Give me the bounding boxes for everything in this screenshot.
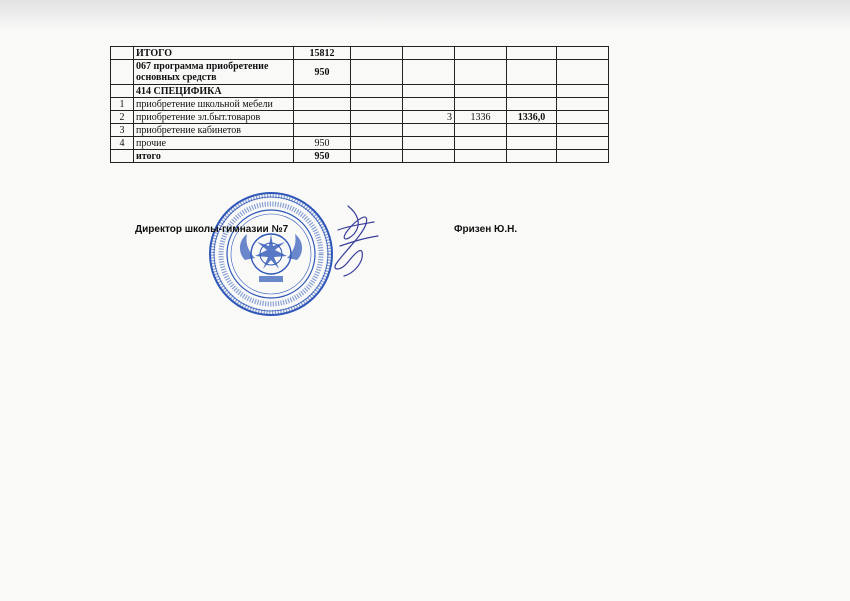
row-number: 3 (111, 124, 134, 137)
row-number: 2 (111, 111, 134, 124)
table-row (111, 150, 609, 163)
row-cell (403, 124, 455, 137)
row-price: 1336 (455, 111, 507, 124)
row-cell (403, 85, 455, 98)
row-name: приобретение школьной мебели (134, 98, 294, 111)
row-name: прочие (134, 137, 294, 150)
table-row (111, 111, 609, 124)
table-row (111, 47, 609, 60)
table-row (111, 60, 609, 85)
table-row (111, 137, 609, 150)
budget-table (110, 46, 609, 163)
row-cell (351, 137, 403, 150)
row-cell (351, 85, 403, 98)
row-cell (507, 85, 557, 98)
row-quantity: 3 (403, 111, 455, 124)
row-amount: 15812 (294, 47, 351, 60)
table-row (111, 98, 609, 111)
row-cell (403, 60, 455, 85)
row-amount (294, 85, 351, 98)
row-cell (507, 137, 557, 150)
row-cell (557, 60, 609, 85)
row-cell (403, 137, 455, 150)
row-cell (455, 60, 507, 85)
row-cell (403, 98, 455, 111)
row-cell (351, 98, 403, 111)
official-stamp (207, 190, 335, 318)
row-cell (557, 150, 609, 163)
row-number (111, 60, 134, 85)
table-row (111, 85, 609, 98)
row-amount (294, 111, 351, 124)
row-cell (455, 137, 507, 150)
row-cell (351, 60, 403, 85)
row-cell (557, 98, 609, 111)
row-number (111, 150, 134, 163)
row-cell (507, 47, 557, 60)
director-name: Фризен Ю.Н. (454, 224, 518, 235)
row-cell (351, 150, 403, 163)
row-cell (403, 47, 455, 60)
table-row (111, 124, 609, 137)
row-amount (294, 124, 351, 137)
row-amount: 950 (294, 137, 351, 150)
row-cell (507, 124, 557, 137)
row-cell (351, 111, 403, 124)
row-number (111, 47, 134, 60)
row-cell (557, 111, 609, 124)
signature (318, 200, 388, 280)
row-name: приобретение эл.быт.товаров (134, 111, 294, 124)
row-cell (455, 47, 507, 60)
scan-shadow (0, 0, 850, 30)
row-cell (351, 47, 403, 60)
row-cell (455, 124, 507, 137)
row-cell (455, 98, 507, 111)
row-cell (557, 85, 609, 98)
row-name: 414 СПЕЦИФИКА (134, 85, 294, 98)
row-cell (557, 47, 609, 60)
row-amount (294, 98, 351, 111)
row-name: ИТОГО (134, 47, 294, 60)
row-number: 4 (111, 137, 134, 150)
row-cell (455, 150, 507, 163)
row-number (111, 85, 134, 98)
row-name: 067 программа приобретение основных средств (134, 60, 294, 85)
row-name: приобретение кабинетов (134, 124, 294, 137)
row-cell (403, 150, 455, 163)
row-cell (557, 124, 609, 137)
director-title: Директор школы-гимназии №7 (135, 224, 289, 235)
row-amount: 950 (294, 150, 351, 163)
row-cell (351, 124, 403, 137)
row-amount: 950 (294, 60, 351, 85)
row-cell (455, 85, 507, 98)
row-cell (557, 137, 609, 150)
row-cell (507, 150, 557, 163)
row-name: итого (134, 150, 294, 163)
row-cell (507, 98, 557, 111)
row-sum: 1336,0 (507, 111, 557, 124)
row-cell (507, 60, 557, 85)
row-number: 1 (111, 98, 134, 111)
